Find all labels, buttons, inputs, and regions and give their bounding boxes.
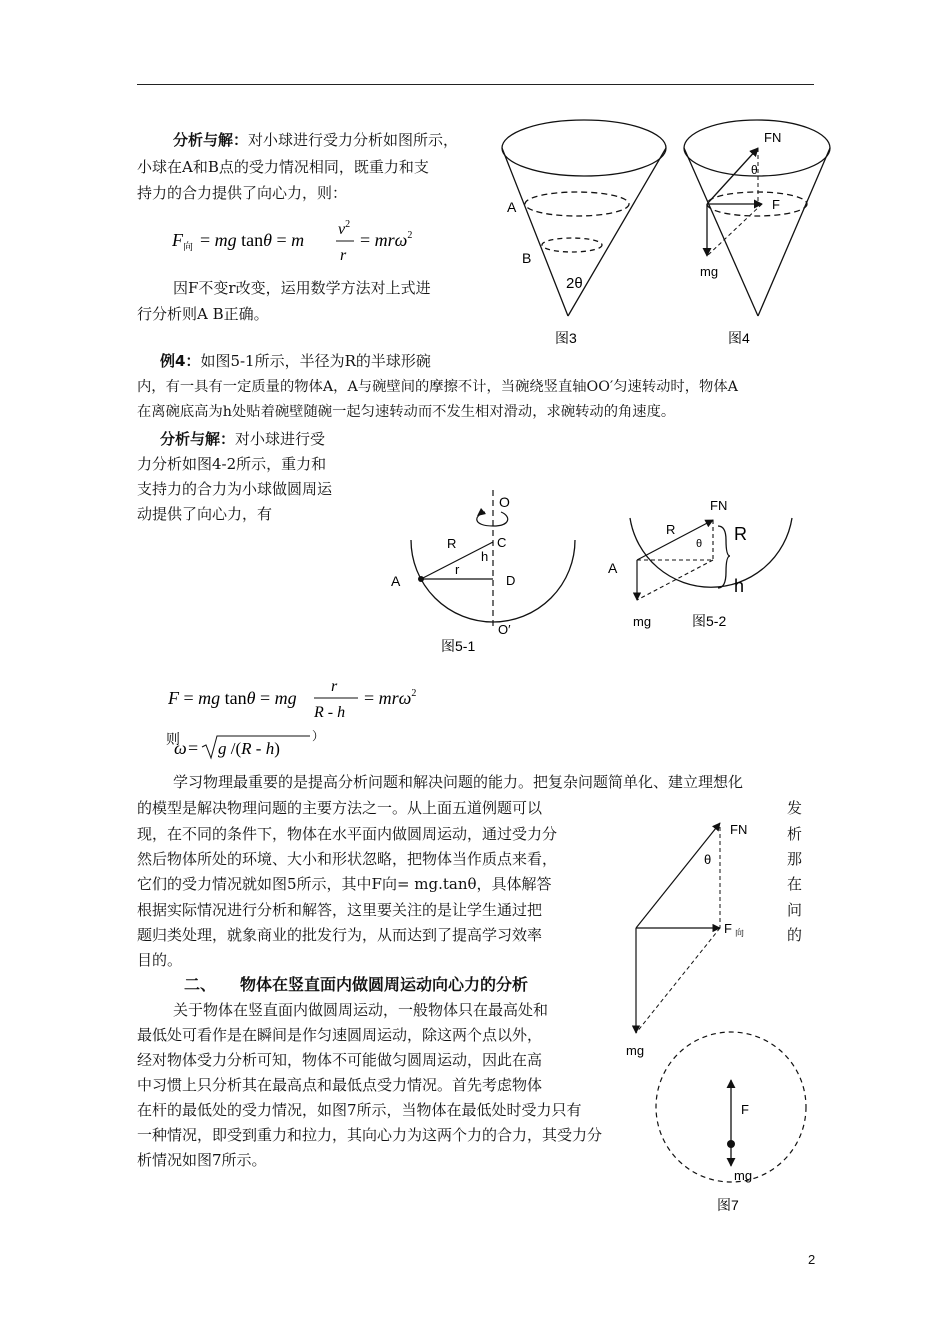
fig52-label-FN: FN [710, 498, 728, 513]
formula-3 [160, 728, 360, 762]
fig52-label-theta: θ [696, 538, 703, 550]
figure-5-2-svg [600, 488, 800, 638]
fig51-label-R: R [447, 536, 457, 551]
para4-line7: 题归类处理，就象商业的批发行为，从而达到了提高学习效率 [137, 926, 543, 944]
f2-part1: F = mg tanθ = mg [168, 688, 297, 708]
fig3-label-2theta: 2θ [566, 275, 583, 292]
figure-7-svg [650, 1030, 820, 1220]
formula-2-svg [168, 674, 468, 724]
figure-5-2 [600, 488, 800, 638]
figure-3-svg [498, 118, 668, 348]
fig4-label-theta: θ [751, 163, 758, 177]
example4-line2: 内，有一具有一定质量的物体A，A与碗壁间的摩擦不计，当碗绕竖直轴OO′匀速转动时，物体A [137, 379, 738, 395]
fig3-caption: 图3 [555, 330, 577, 346]
bowl-5-2 [630, 518, 792, 587]
fig5-label-theta: θ [704, 852, 712, 867]
fig52-label-mg: mg [633, 614, 652, 629]
header-rule [137, 84, 814, 85]
para3-line4: 动提供了向心力，有 [137, 505, 273, 523]
f3-eq: = [188, 738, 199, 758]
para2-line2: 行分析则A B正确。 [137, 305, 269, 323]
figure-7 [650, 1030, 820, 1220]
para4-side-3: 那 [787, 850, 803, 868]
cone3-circle-A [525, 192, 629, 216]
para4-line5: 它们的受力情况就如图5所示，其中F向= mg.tanθ，具体解答 [137, 875, 552, 893]
fig51-label-h: h [481, 549, 489, 564]
fig7-label-F: F [741, 1102, 749, 1117]
para5-line4: 中习惯上只分析其在最高点和最低点受力情况。首先考虑物体 [137, 1076, 543, 1094]
fig51-label-r: r [455, 562, 460, 577]
para4-side-2: 析 [787, 825, 803, 843]
fig51-label-O-prime: O′ [498, 622, 511, 637]
para5-line1: 关于物体在竖直面内做圆周运动，一般物体只在最高处和 [173, 1001, 549, 1019]
para1-line3: 持力的合力提供了向心力，则： [137, 184, 348, 202]
para3-line3: 支持力的合力为小球做圆周运 [137, 480, 333, 498]
figure-5-1 [385, 488, 585, 658]
fig7-caption: 图7 [717, 1197, 739, 1213]
formula-2 [168, 674, 468, 724]
para5-line3: 经对物体受力分析可知，物体不可能做匀圆周运动，因此在高 [137, 1051, 543, 1069]
fig52-label-h: h [734, 576, 745, 596]
para4-side-5: 问 [787, 901, 803, 919]
fig4-label-mg: mg [700, 264, 719, 279]
figure-4 [680, 118, 840, 348]
f2-den: R - h [314, 704, 346, 721]
figure-5-svg [622, 815, 752, 1065]
figure-4-svg [680, 118, 840, 348]
f3-suffix: ） [312, 729, 325, 743]
f1-den: r [340, 247, 347, 264]
para3-line2: 力分析如图4-2所示，重力和 [137, 455, 327, 473]
para4-side-4: 在 [787, 875, 803, 893]
fig7-label-mg: mg [734, 1168, 753, 1183]
section-2-number: 二、 [184, 975, 217, 994]
f3-prefix: 则 [166, 732, 180, 748]
para4-side-1: 发 [787, 799, 803, 817]
fig51-label-A: A [391, 573, 401, 589]
para4-line8: 目的。 [137, 951, 183, 969]
fig5-label-F: F [724, 921, 732, 936]
cone3-rim [502, 120, 666, 176]
fig52-dash-diag [637, 560, 713, 600]
fig3-label-B: B [522, 250, 532, 266]
example4-line3: 在离碗底高为h处贴着碗壁随碗一起匀速转动而不发生相对滑动，求碗转动的角速度。 [137, 404, 676, 420]
fig52-caption: 图5-2 [692, 613, 727, 629]
cone3-circle-B [542, 238, 602, 252]
formula-1-svg [172, 214, 432, 266]
fig4-caption: 图4 [728, 330, 750, 346]
fig51-label-O: O [499, 494, 510, 510]
para4-side-6: 的 [787, 926, 803, 944]
para3-line1: 分析与解：对小球进行受 [160, 430, 326, 448]
fig52-label-R: R [734, 524, 747, 544]
figure-5 [622, 815, 752, 1065]
para1-line1: 分析与解：对小球进行受力分析如图所示， [173, 131, 459, 149]
f1-F: F [172, 230, 183, 250]
f3-omega: ω [174, 738, 187, 758]
fig52-label-A: A [608, 560, 618, 576]
fig7-ball [727, 1140, 735, 1148]
f1-num: $v^2$ [338, 219, 351, 238]
figure-3 [498, 118, 668, 348]
page-number: 2 [808, 1252, 816, 1267]
fig4-label-FN: FN [764, 130, 782, 145]
f1-part1: = mg tanθ = m [200, 230, 305, 250]
fig4-dash-diag [707, 204, 762, 256]
para5-line6: 一种情况，即受到重力和拉力，其向心力为这两个力的合力，其受力分 [137, 1126, 603, 1144]
fig51-label-D: D [506, 573, 516, 588]
fig5-FN-arrow [636, 823, 720, 928]
f1-part2: = mrω$^2$ [360, 230, 413, 250]
para4-line3: 现，在不同的条件下，物体在水平面内做圆周运动，通过受力分 [137, 825, 558, 843]
para4-line1: 学习物理最重要的是提高分析问题和解决问题的能力。把复杂问题简单化、建立理想化 [173, 773, 744, 791]
formula-1 [172, 214, 432, 266]
para4-line2: 的模型是解决物理问题的主要方法之一。从上面五道例题可以 [137, 799, 543, 817]
fig3-label-A: A [507, 199, 517, 215]
example4-line1: 例4：如图5-1所示，半径为R的半球形碗 [160, 352, 431, 370]
section-2-title: 物体在竖直面内做圆周运动向心力的分析 [240, 975, 529, 994]
para2-line1: 因F不变r改变，运用数学方法对上式进 [173, 279, 431, 297]
para5-line2: 最低处可看作是在瞬间是作匀速圆周运动，除这两个点以外， [137, 1026, 543, 1044]
cone3-left-edge [502, 148, 568, 316]
f1-sub: 向 [183, 242, 193, 253]
fig52-label-R-small: R [666, 522, 676, 537]
f2-part2: = mrω$^2$ [364, 688, 417, 708]
f3-radicand: g /(R - h) [218, 739, 280, 758]
formula-3-svg [160, 728, 360, 762]
fig5-label-FN: FN [730, 822, 748, 837]
cone4-right-edge [758, 148, 830, 316]
fig5-dash-diag [636, 928, 720, 1033]
fig5-label-sub: 向 [735, 928, 745, 938]
fig51-caption: 图5-1 [441, 638, 476, 654]
f2-num: r [331, 678, 338, 695]
figure-5-1-svg [385, 488, 585, 658]
fig5-label-mg: mg [626, 1043, 645, 1058]
para4-line4: 然后物体所处的环境、大小和形状忽略，把物体当作质点来看， [137, 850, 558, 868]
para4-line6: 根据实际情况进行分析和解答，这里要关注的是让学生通过把 [137, 901, 543, 919]
point-A [418, 576, 424, 582]
para5-line7: 析情况如图7所示。 [137, 1151, 267, 1169]
para5-line5: 在杆的最低处的受力情况，如图7所示，当物体在最低处时受力只有 [137, 1101, 582, 1119]
fig4-label-F: F [772, 197, 780, 212]
para1-line2: 小球在A和B点的受力情况相同，既重力和支 [137, 158, 429, 176]
cone4-left-edge [684, 148, 758, 316]
fig52-brace [718, 526, 730, 588]
fig51-label-C: C [497, 535, 507, 550]
